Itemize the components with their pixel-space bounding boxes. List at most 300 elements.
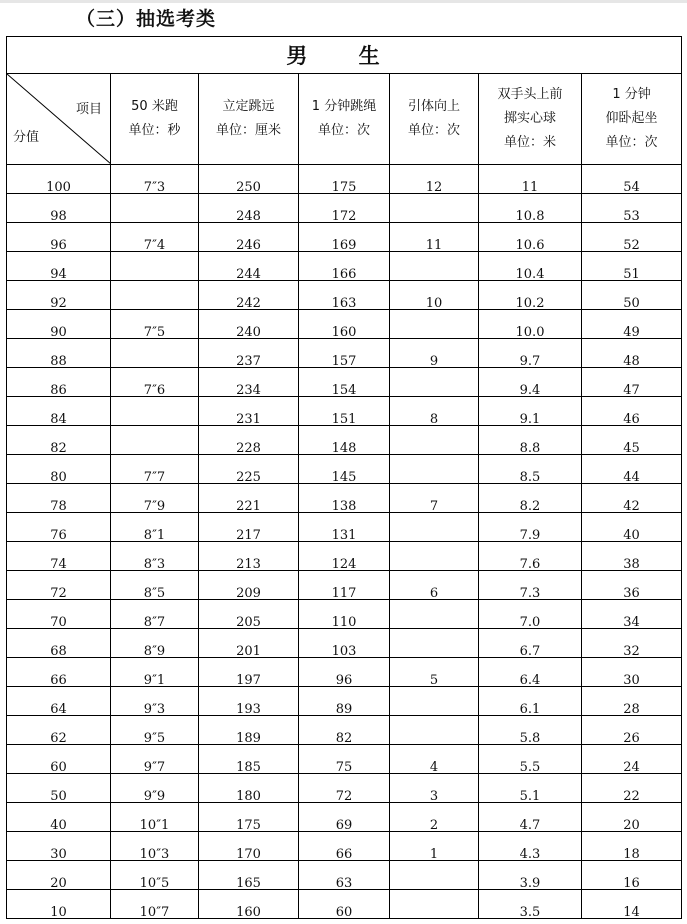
run-50m-cell <box>111 194 199 223</box>
score-rows <box>7 165 682 919</box>
cell-value: 5.8 <box>519 731 541 746</box>
table-row <box>7 484 682 513</box>
cell-value: 234 <box>236 383 261 398</box>
rope-skip-cell <box>299 832 390 861</box>
cell-value: 66 <box>335 847 353 862</box>
cell-value: 145 <box>331 470 357 485</box>
ball-throw-cell <box>479 542 582 571</box>
run-50m-cell <box>111 252 199 281</box>
col-unit: 单位：次 <box>407 123 460 138</box>
run-50m-cell <box>111 803 199 832</box>
cell-value: 40 <box>50 818 67 833</box>
cell-value: 26 <box>623 731 640 746</box>
cell-value: 7.9 <box>519 528 541 543</box>
cell-value: 7.6 <box>519 557 541 572</box>
sit-up-cell <box>582 397 682 426</box>
cell-value: 242 <box>236 296 261 311</box>
table-row <box>7 252 682 281</box>
sit-up-cell <box>582 571 682 600</box>
pull-up-cell <box>390 426 479 455</box>
long-jump-cell <box>199 890 299 919</box>
cell-value: 151 <box>331 412 357 427</box>
col-unit: 单位：厘米 <box>215 123 281 138</box>
sit-up-cell <box>582 542 682 571</box>
cell-value: 148 <box>331 441 357 456</box>
ball-throw-cell <box>479 223 582 252</box>
cell-value: 3 <box>429 789 439 804</box>
cell-value: 76 <box>50 528 67 543</box>
ball-throw-cell <box>479 890 582 919</box>
cell-value: 185 <box>236 760 261 775</box>
ball-throw-cell <box>479 658 582 687</box>
cell-value: 30 <box>623 673 640 688</box>
pull-up-cell <box>390 397 479 426</box>
corner-score-label: 分值 <box>13 130 40 145</box>
run-50m-cell <box>111 513 199 542</box>
pull-up-cell <box>390 803 479 832</box>
sit-up-cell <box>582 165 682 194</box>
run-50m-cell <box>111 571 199 600</box>
rope-skip-cell <box>299 165 390 194</box>
ball-throw-cell <box>479 368 582 397</box>
score-cell <box>7 484 111 513</box>
score-cell <box>7 455 111 484</box>
cell-value: 7.3 <box>519 586 541 601</box>
ball-throw-cell <box>479 484 582 513</box>
run-50m-cell <box>111 281 199 310</box>
sit-up-cell <box>582 339 682 368</box>
sit-up-cell <box>582 484 682 513</box>
cell-value: 197 <box>236 673 261 688</box>
pull-up-cell <box>390 687 479 716</box>
cell-value: 240 <box>236 325 261 340</box>
sit-up-cell <box>582 194 682 223</box>
col-header-rope-skip <box>299 74 390 165</box>
sit-up-cell <box>582 223 682 252</box>
cell-value: 88 <box>50 354 67 369</box>
cell-value: 48 <box>623 354 640 369</box>
cell-value: 9.1 <box>519 412 541 427</box>
cell-value: 36 <box>623 586 640 601</box>
cell-value: 74 <box>50 557 67 572</box>
score-cell <box>7 513 111 542</box>
ball-throw-cell <box>479 832 582 861</box>
cell-value: 217 <box>236 528 261 543</box>
cell-value: 20 <box>50 876 67 891</box>
sit-up-cell <box>582 861 682 890</box>
rope-skip-cell <box>299 542 390 571</box>
sit-up-cell <box>582 252 682 281</box>
cell-value: 90 <box>50 325 67 340</box>
cell-value: 4 <box>429 760 439 775</box>
table-row <box>7 513 682 542</box>
cell-value: 8 <box>429 412 439 427</box>
rope-skip-cell <box>299 223 390 252</box>
sit-up-cell <box>582 716 682 745</box>
run-50m-cell <box>111 832 199 861</box>
long-jump-cell <box>199 687 299 716</box>
rope-skip-cell <box>299 397 390 426</box>
table-row <box>7 397 682 426</box>
pull-up-cell <box>390 339 479 368</box>
score-cell <box>7 687 111 716</box>
sit-up-cell <box>582 281 682 310</box>
score-cell <box>7 339 111 368</box>
rope-skip-cell <box>299 339 390 368</box>
corner-item-label: 项目 <box>75 102 102 117</box>
cell-value: 10.4 <box>515 267 545 282</box>
rope-skip-cell <box>299 455 390 484</box>
rope-skip-cell <box>299 600 390 629</box>
cell-value: 175 <box>236 818 261 833</box>
cell-value: 170 <box>236 847 261 862</box>
score-cell <box>7 774 111 803</box>
cell-value: 46 <box>623 412 640 427</box>
cell-value: 42 <box>623 499 640 514</box>
cell-value: 63 <box>335 876 353 891</box>
cell-value: 160 <box>236 905 261 920</box>
pull-up-cell <box>390 861 479 890</box>
cell-value: 157 <box>331 354 357 369</box>
cell-value: 154 <box>331 383 357 398</box>
cell-value: 9.7 <box>519 354 541 369</box>
table-row <box>7 455 682 484</box>
cell-value: 100 <box>46 180 71 195</box>
table-row <box>7 165 682 194</box>
cell-value: 6.7 <box>519 644 541 659</box>
ball-throw-cell <box>479 165 582 194</box>
long-jump-cell <box>199 310 299 339</box>
pull-up-cell <box>390 513 479 542</box>
ball-throw-cell <box>479 861 582 890</box>
score-cell <box>7 252 111 281</box>
ball-throw-cell <box>479 455 582 484</box>
cell-value: 110 <box>331 615 357 630</box>
cell-value: 6.1 <box>519 702 541 717</box>
pull-up-cell <box>390 310 479 339</box>
cell-value: 172 <box>331 209 357 224</box>
long-jump-cell <box>199 223 299 252</box>
cell-value: 10″1 <box>139 818 170 833</box>
cell-value: 94 <box>50 267 67 282</box>
rope-skip-cell <box>299 571 390 600</box>
cell-value: 11 <box>521 180 539 195</box>
cell-value: 7″4 <box>143 238 166 253</box>
rope-skip-cell <box>299 774 390 803</box>
cell-value: 10″3 <box>139 847 170 862</box>
score-cell <box>7 716 111 745</box>
table-row <box>7 281 682 310</box>
cell-value: 10.6 <box>515 238 545 253</box>
cell-value: 7″6 <box>143 383 166 398</box>
pull-up-cell <box>390 281 479 310</box>
long-jump-cell <box>199 600 299 629</box>
cell-value: 2 <box>429 818 439 833</box>
pull-up-cell <box>390 716 479 745</box>
pull-up-cell <box>390 629 479 658</box>
score-cell <box>7 194 111 223</box>
long-jump-cell <box>199 165 299 194</box>
rope-skip-cell <box>299 484 390 513</box>
pull-up-cell <box>390 252 479 281</box>
cell-value: 70 <box>50 615 67 630</box>
cell-value: 6 <box>429 586 439 601</box>
cell-value: 5.5 <box>519 760 541 775</box>
long-jump-cell <box>199 339 299 368</box>
cell-value: 30 <box>50 847 67 862</box>
pull-up-cell <box>390 745 479 774</box>
table-row <box>7 658 682 687</box>
cell-value: 12 <box>425 180 443 195</box>
long-jump-cell <box>199 745 299 774</box>
col-header-pull-up <box>390 74 479 165</box>
cell-value: 131 <box>331 528 357 543</box>
cell-value: 124 <box>331 557 357 572</box>
cell-value: 166 <box>331 267 357 282</box>
cell-value: 38 <box>623 557 640 572</box>
score-cell <box>7 890 111 919</box>
long-jump-cell <box>199 281 299 310</box>
cell-value: 8″5 <box>143 586 166 601</box>
cell-value: 7″3 <box>143 180 166 195</box>
pull-up-cell <box>390 658 479 687</box>
col-unit: 单位：次 <box>605 135 658 150</box>
score-cell <box>7 571 111 600</box>
sit-up-cell <box>582 832 682 861</box>
ball-throw-cell <box>479 310 582 339</box>
col-header-long-jump <box>199 74 299 165</box>
cell-value: 28 <box>623 702 640 717</box>
long-jump-cell <box>199 194 299 223</box>
rope-skip-cell <box>299 687 390 716</box>
col-name: 1 分钟 <box>612 87 651 102</box>
long-jump-cell <box>199 774 299 803</box>
run-50m-cell <box>111 484 199 513</box>
run-50m-cell <box>111 368 199 397</box>
cell-value: 10″5 <box>139 876 170 891</box>
cell-value: 205 <box>236 615 261 630</box>
pull-up-cell <box>390 223 479 252</box>
cell-value: 163 <box>331 296 357 311</box>
cell-value: 75 <box>335 760 353 775</box>
pull-up-cell <box>390 832 479 861</box>
long-jump-cell <box>199 484 299 513</box>
cell-value: 250 <box>236 180 261 195</box>
cell-value: 10 <box>425 296 443 311</box>
score-cell <box>7 542 111 571</box>
table-row <box>7 223 682 252</box>
score-cell <box>7 658 111 687</box>
rope-skip-cell <box>299 426 390 455</box>
rope-skip-cell <box>299 716 390 745</box>
cell-value: 7 <box>429 499 439 514</box>
cell-value: 103 <box>331 644 357 659</box>
cell-value: 92 <box>50 296 67 311</box>
long-jump-cell <box>199 455 299 484</box>
score-cell <box>7 223 111 252</box>
cell-value: 6.4 <box>519 673 541 688</box>
cell-value: 5 <box>429 673 439 688</box>
table-row <box>7 716 682 745</box>
cell-value: 221 <box>236 499 261 514</box>
cell-value: 8.5 <box>519 470 541 485</box>
rope-skip-cell <box>299 745 390 774</box>
cell-value: 10.0 <box>515 325 545 340</box>
table-row <box>7 774 682 803</box>
ball-throw-cell <box>479 774 582 803</box>
table-row <box>7 600 682 629</box>
cell-value: 86 <box>50 383 67 398</box>
score-cell <box>7 165 111 194</box>
ball-throw-cell <box>479 629 582 658</box>
cell-value: 96 <box>50 238 67 253</box>
cell-value: 16 <box>623 876 640 891</box>
run-50m-cell <box>111 223 199 252</box>
corner-header <box>7 74 111 165</box>
long-jump-cell <box>199 629 299 658</box>
col-header-50m <box>111 74 199 165</box>
col-name: 立定跳远 <box>222 99 275 114</box>
score-cell <box>7 397 111 426</box>
table-row <box>7 861 682 890</box>
cell-value: 89 <box>335 702 353 717</box>
score-cell <box>7 310 111 339</box>
long-jump-cell <box>199 426 299 455</box>
cell-value: 225 <box>236 470 261 485</box>
run-50m-cell <box>111 745 199 774</box>
table-row <box>7 368 682 397</box>
score-cell <box>7 832 111 861</box>
cell-value: 22 <box>623 789 640 804</box>
cell-value: 193 <box>236 702 261 717</box>
long-jump-cell <box>199 252 299 281</box>
cell-value: 11 <box>425 238 443 253</box>
rope-skip-cell <box>299 861 390 890</box>
score-cell <box>7 281 111 310</box>
cell-value: 9.4 <box>519 383 541 398</box>
long-jump-cell <box>199 658 299 687</box>
cell-value: 68 <box>50 644 67 659</box>
cell-value: 5.1 <box>519 789 541 804</box>
ball-throw-cell <box>479 339 582 368</box>
rope-skip-cell <box>299 194 390 223</box>
cell-value: 9″5 <box>143 731 166 746</box>
ball-throw-cell <box>479 716 582 745</box>
run-50m-cell <box>111 687 199 716</box>
long-jump-cell <box>199 368 299 397</box>
cell-value: 24 <box>623 760 640 775</box>
cell-value: 175 <box>331 180 357 195</box>
cell-value: 50 <box>623 296 640 311</box>
col-name-2: 仰卧起坐 <box>605 111 658 126</box>
cell-value: 45 <box>623 441 640 456</box>
cell-value: 8″9 <box>143 644 166 659</box>
ball-throw-cell <box>479 745 582 774</box>
cell-value: 189 <box>236 731 261 746</box>
rope-skip-cell <box>299 890 390 919</box>
col-name: 1 分钟跳绳 <box>311 99 377 114</box>
cell-value: 82 <box>50 441 67 456</box>
cell-value: 231 <box>236 412 261 427</box>
rope-skip-cell <box>299 310 390 339</box>
col-name: 50 米跑 <box>131 99 178 114</box>
cell-value: 8.8 <box>519 441 541 456</box>
cell-value: 66 <box>50 673 67 688</box>
run-50m-cell <box>111 774 199 803</box>
cell-value: 10″7 <box>139 905 170 920</box>
cell-value: 9″9 <box>143 789 166 804</box>
run-50m-cell <box>111 600 199 629</box>
score-cell <box>7 861 111 890</box>
run-50m-cell <box>111 455 199 484</box>
cell-value: 50 <box>50 789 67 804</box>
col-name: 双手头上前 <box>497 87 563 102</box>
rope-skip-cell <box>299 658 390 687</box>
cell-value: 60 <box>50 760 67 775</box>
table-row <box>7 310 682 339</box>
cell-value: 44 <box>623 470 640 485</box>
cell-value: 10.2 <box>515 296 545 311</box>
rope-skip-cell <box>299 629 390 658</box>
pull-up-cell <box>390 194 479 223</box>
run-50m-cell <box>111 629 199 658</box>
long-jump-cell <box>199 832 299 861</box>
long-jump-cell <box>199 513 299 542</box>
run-50m-cell <box>111 426 199 455</box>
sit-up-cell <box>582 455 682 484</box>
col-unit: 单位：次 <box>317 123 370 138</box>
sit-up-cell <box>582 687 682 716</box>
cell-value: 82 <box>335 731 353 746</box>
cell-value: 64 <box>50 702 67 717</box>
score-cell <box>7 368 111 397</box>
long-jump-cell <box>199 861 299 890</box>
cell-value: 201 <box>236 644 261 659</box>
cell-value: 84 <box>50 412 67 427</box>
table-row <box>7 803 682 832</box>
col-header-sit-up <box>582 74 682 165</box>
cell-value: 80 <box>50 470 67 485</box>
cell-value: 32 <box>623 644 640 659</box>
ball-throw-cell <box>479 687 582 716</box>
table-row <box>7 629 682 658</box>
cell-value: 3.5 <box>519 905 541 920</box>
cell-value: 160 <box>331 325 357 340</box>
score-cell <box>7 600 111 629</box>
cell-value: 3.9 <box>519 876 541 891</box>
cell-value: 54 <box>623 180 640 195</box>
rope-skip-cell <box>299 513 390 542</box>
cell-value: 96 <box>335 673 353 688</box>
pull-up-cell <box>390 600 479 629</box>
score-cell <box>7 803 111 832</box>
run-50m-cell <box>111 658 199 687</box>
cell-value: 244 <box>236 267 261 282</box>
run-50m-cell <box>111 339 199 368</box>
pull-up-cell <box>390 542 479 571</box>
run-50m-cell <box>111 310 199 339</box>
cell-value: 9 <box>429 354 439 369</box>
cell-value: 60 <box>335 905 353 920</box>
cell-value: 78 <box>50 499 67 514</box>
ball-throw-cell <box>479 397 582 426</box>
pull-up-cell <box>390 774 479 803</box>
sit-up-cell <box>582 774 682 803</box>
pull-up-cell <box>390 890 479 919</box>
cell-value: 138 <box>331 499 357 514</box>
table-row <box>7 745 682 774</box>
ball-throw-cell <box>479 281 582 310</box>
